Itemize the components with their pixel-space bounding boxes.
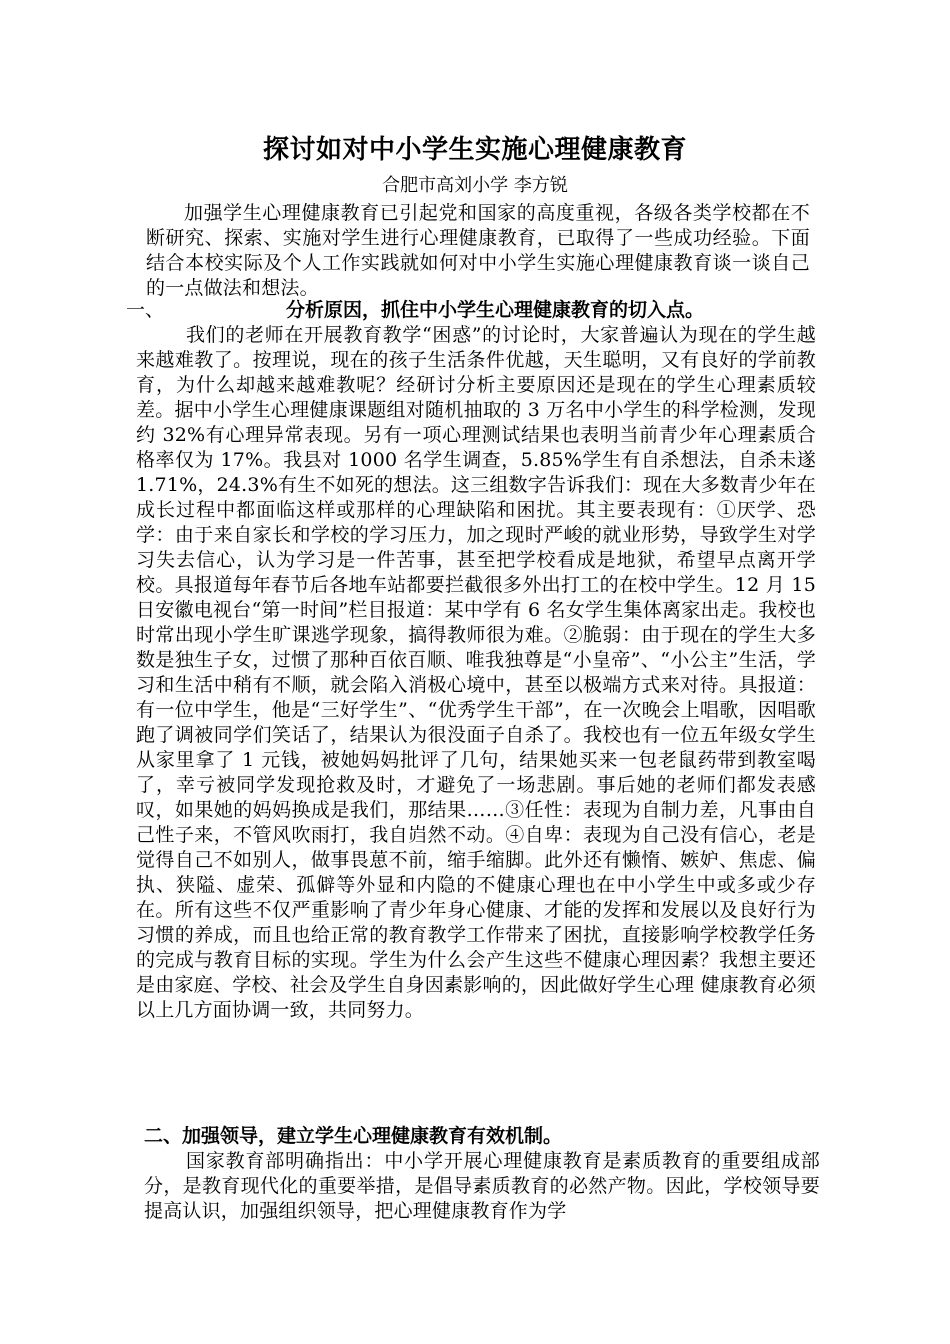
document-author: 合肥市高刘小学 李方锐 <box>382 175 568 196</box>
section-1-heading-text: 分析原因，抓住中小学生心理健康教育的切入点。 <box>286 299 705 321</box>
document-title: 探讨如对中小学生实施心理健康教育 <box>262 135 687 165</box>
intro-paragraph: 加强学生心理健康教育已引起党和国家的高度重视，各级各类学校都在不断研究、探索、实施对学生进行心理健康教育，已取得了一些成功经验。下面结合本校实际及个人工作实践就如何对中小学生实施心理健康教育谈一谈自己的一点做法和想法。 <box>146 202 810 299</box>
section-2-paragraph: 国家教育部明确指出：中小学开展心理健康教育是素质教育的重要组成部分，是教育现代化的重要举措，是倡导素质教育的必然产物。因此，学校领导要提高认识，加强组织领导，把心理健康教育作为学 <box>144 1150 820 1222</box>
section-1-heading <box>126 298 826 323</box>
section-1-number: 一、 <box>126 299 165 321</box>
section-1-paragraph: 我们的老师在开展教育教学“困惑”的讨论时，大家普遍认为现在的学生越来越难教了。按理说，现在的孩子生活条件优越，天生聪明，又有良好的学前教育，为什么却越来越难教呢？经研讨分析主要原因还是现在的学生心理素质较差。据中小学生心理健康课题组对随机抽取的 3 万名中小学生的科学检测，发现约 32%有心理异常表现。另有一项心理测试结果也表明当前青少年心理素质合格率仅为 17%。我县对 1000 名学生调查，5.85%学生有自杀想法，自杀未遂 1.71%，24.3%有生不如死的想法。这三组数字告诉我们：现在大多数青少年在成长过程中都面临这样或那样的心理缺陷和困扰。其主要表现有：①厌学、恐学：由于来自家长和学校的学习压力，加之现时严峻的就业形势，导致学生对学习失去信心，认为学习是一件苦事，甚至把学校看成是地狱，希望早点离开学校。具报道每年春节后各地车站都要拦截很多外出打工的在校中学生。12 月 15 日安徽电视台“第一时间”栏目报道：某中学有 6 名女学生集体离家出走。我校也时常出现小学生旷课逃学现象，搞得教师很为难。②脆弱：由于现在的学生大多数是独生子女，过惯了那种百依百顺、唯我独尊是“小皇帝”、“小公主”生活，学习和生活中稍有不顺，就会陷入消极心境中，甚至以极端方式来对待。具报道：有一位中学生，他是“三好学生”、“优秀学生干部”，在一次晚会上唱歌，因唱歌跑了调被同学们笑话了，结果认为很没面子自杀了。我校也有一位五年级女学生从家里拿了 1 元钱，被她妈妈批评了几句，结果她买来一包老鼠药带到教室喝了，幸亏被同学发现抢救及时，才避免了一场悲剧。事后她的老师们都发表感叹，如果她的妈妈换成是我们，那结果……③任性：表现为自制力差，凡事由自己性子来，不管风吹雨打，我自岿然不动。④自卑：表现为自己没有信心，老是觉得自己不如别人，做事畏葸不前，缩手缩脚。此外还有懒惰、嫉妒、焦虑、偏执、狭隘、虚荣、孤僻等外显和内隐的不健康心理也在中小学生中或多或少存在。所有这些不仅严重影响了青少年身心健康、才能的发挥和发展以及良好行为习惯的养成，而且也给正常的教育教学工作带来了困扰，直接影响学校教学任务的完成与教育目标的实现。学生为什么会产生这些不健康心理因素？我想主要还是由家庭、学校、社会及学生自身因素影响的，因此做好学生心理 健康教育必须以上几方面协调一致，共同努力。 <box>136 324 816 1021</box>
section-2-heading: 二、加强领导，建立学生心理健康教育有效机制。 <box>144 1125 563 1147</box>
